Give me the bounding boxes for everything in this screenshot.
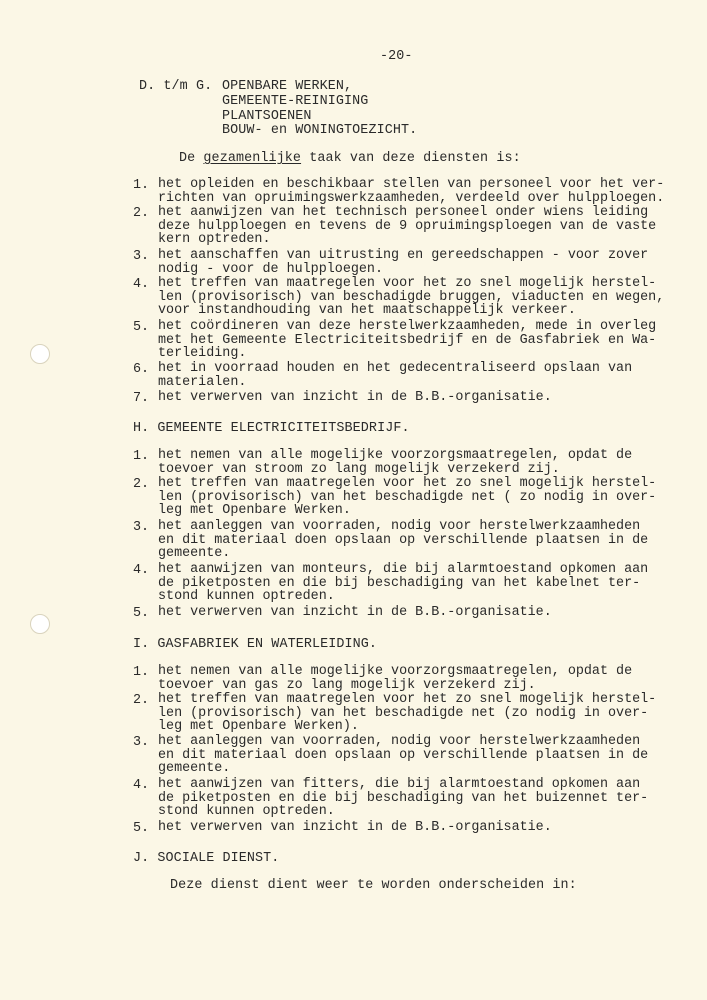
list-item-number: 3. — [133, 735, 150, 750]
list-item-line: het in voorraad houden en het gedecentraliseerd opslaan van — [158, 361, 633, 376]
list-item-line: en dit materiaal doen opslaan op verschillende plaatsen in de — [158, 532, 649, 548]
list-item-number: 1. — [133, 665, 150, 680]
header-line: PLANTSOENEN — [222, 109, 312, 124]
list-item-line: het opleiden en beschikbaar stellen van personeel voor het ver- — [158, 177, 665, 192]
list-item-line: terleiding. — [158, 346, 247, 362]
header-line: GEMEENTE-REINIGING — [222, 94, 369, 109]
list-item-line: het nemen van alle mogelijke voorzorgsmaatregelen, opdat de — [158, 664, 633, 679]
list-item-number: 2. — [133, 693, 150, 708]
section-heading-h: H. GEMEENTE ELECTRICITEITSBEDRIJF. — [133, 421, 410, 436]
list-item-number: 6. — [133, 362, 150, 377]
list-item-number: 3. — [133, 249, 150, 264]
list-item-line: met het Gemeente Electriciteitsbedrijf en de Gasfabriek en Wa- — [158, 332, 657, 348]
intro-before: De — [179, 151, 204, 166]
list-item-line: nodig - voor de hulpploegen. — [158, 261, 383, 277]
list-item-line: de piketposten en die bij beschadiging van het kabelnet ter- — [158, 575, 641, 591]
list-item-number: 4. — [133, 563, 150, 578]
list-item-number: 5. — [133, 606, 150, 621]
list-item-line: stond kunnen optreden. — [158, 804, 335, 820]
list-item-line: len (provisorisch) van het beschadigde net ( zo nodig in over- — [158, 489, 657, 505]
list-item-line: leg met Openbare Werken. — [158, 503, 351, 519]
list-item-number: 4. — [133, 277, 150, 292]
list-item-number: 3. — [133, 520, 150, 535]
section-heading-j: J. SOCIALE DIENST. — [133, 851, 280, 866]
list-item-line: het aanleggen van voorraden, nodig voor herstelwerkzaamheden — [158, 519, 641, 534]
list-item-line: het aanwijzen van het technisch personeel onder wiens leiding — [158, 205, 649, 220]
list-item-number: 2. — [133, 477, 150, 492]
list-item-line: het coördineren van deze herstelwerkzaamheden, mede in overleg — [158, 319, 657, 334]
list-item-line: deze hulpploegen en tevens de 9 opruimingsploegen van de vaste — [158, 218, 657, 234]
list-item-line: richten van opruimingswerkzaamheden, verdeeld over hulpploegen. — [158, 190, 665, 206]
list-item-number: 1. — [133, 449, 150, 464]
punch-hole-top — [30, 344, 50, 364]
header-line: BOUW- en WONINGTOEZICHT. — [222, 123, 418, 138]
list-item-number: 7. — [133, 391, 150, 406]
list-item-number: 4. — [133, 778, 150, 793]
list-item-line: de piketposten en die bij beschadiging van het buizennet ter- — [158, 790, 649, 806]
list-item-line: stond kunnen optreden. — [158, 589, 335, 605]
list-item-line: toevoer van stroom zo lang mogelijk verzekerd zij. — [158, 461, 560, 477]
list-item-line: het treffen van maatregelen voor het zo snel mogelijk herstel- — [158, 276, 657, 291]
list-item-line: len (provisorisch) van het beschadigde net (zo nodig in over- — [158, 705, 649, 721]
header-line: OPENBARE WERKEN, — [222, 79, 353, 94]
list-item-line: gemeente. — [158, 546, 231, 562]
list-item-line: leg met Openbare Werken). — [158, 719, 359, 735]
list-item-line: het aanwijzen van fitters, die bij alarmtoestand opkomen aan — [158, 777, 641, 792]
intro-underlined: gezamenlijke — [203, 151, 302, 166]
list-item-line: het verwerven van inzicht in de B.B.-organisatie. — [158, 390, 552, 405]
punch-hole-bottom — [30, 614, 50, 634]
list-item-line: het aanwijzen van monteurs, die bij alarmtoestand opkomen aan — [158, 562, 649, 577]
section-j-text: Deze dienst dient weer te worden onderscheiden in: — [170, 878, 577, 893]
header-prefix: D. t/m G. — [139, 79, 213, 94]
list-item-line: voor instandhouding van het maatschappelijk verkeer. — [158, 303, 576, 319]
intro-paragraph — [179, 152, 521, 165]
list-item-line: het verwerven van inzicht in de B.B.-organisatie. — [158, 820, 552, 835]
list-item-line: het aanschaffen van uitrusting en gereedschappen - voor zover — [158, 248, 649, 263]
list-item-line: en dit materiaal doen opslaan op verschillende plaatsen in de — [158, 747, 649, 763]
list-item-line: het aanleggen van voorraden, nodig voor herstelwerkzaamheden — [158, 734, 641, 749]
list-item-line: kern optreden. — [158, 232, 271, 248]
list-item-line: len (provisorisch) van beschadigde bruggen, viaducten en wegen, — [158, 289, 665, 305]
list-item-line: het nemen van alle mogelijke voorzorgsmaatregelen, opdat de — [158, 448, 633, 463]
page-number: -20- — [380, 49, 413, 64]
list-item-line: materialen. — [158, 374, 247, 390]
list-item-number: 5. — [133, 821, 150, 836]
section-heading-i: I. GASFABRIEK EN WATERLEIDING. — [133, 637, 378, 652]
list-item-line: het verwerven van inzicht in de B.B.-organisatie. — [158, 605, 552, 620]
list-item-number: 2. — [133, 206, 150, 221]
list-item-line: het treffen van maatregelen voor het zo snel mogelijk herstel- — [158, 476, 657, 491]
list-item-line: toevoer van gas zo lang mogelijk verzekerd zij. — [158, 677, 536, 693]
list-item-line: het treffen van maatregelen voor het zo snel mogelijk herstel- — [158, 692, 657, 707]
list-item-line: gemeente. — [158, 761, 231, 777]
list-item-number: 5. — [133, 320, 150, 335]
list-item-number: 1. — [133, 178, 150, 193]
intro-after: taak van deze diensten is: — [301, 151, 521, 166]
